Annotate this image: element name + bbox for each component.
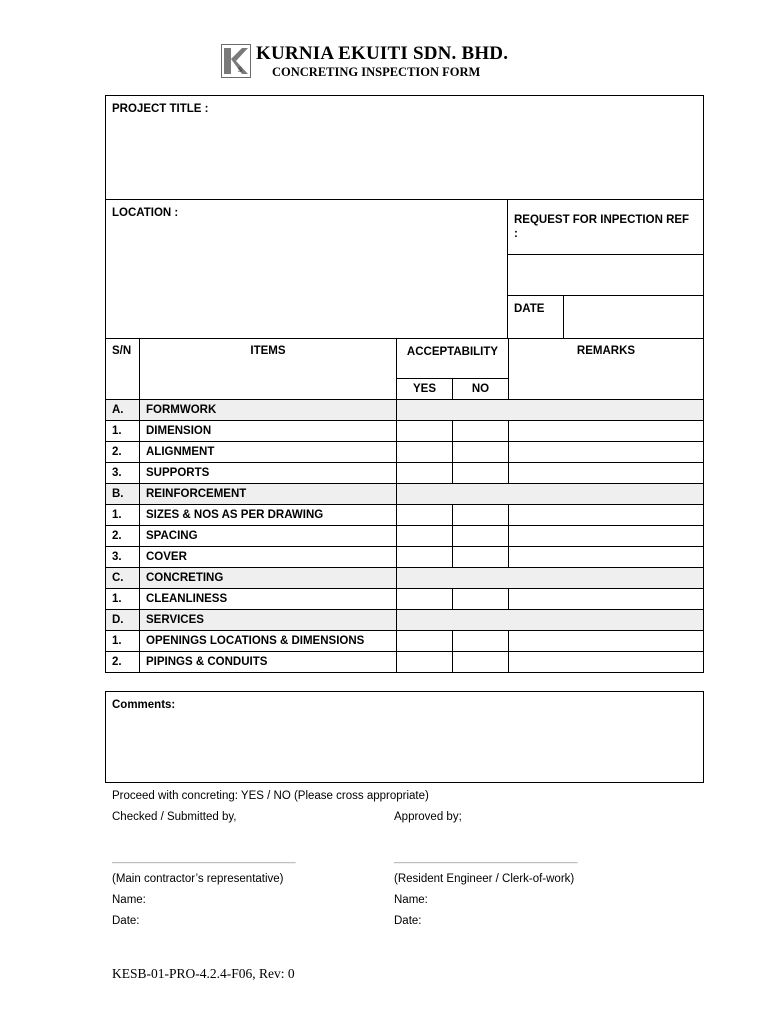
proceed-text: Proceed with concreting: YES / NO (Please cross appropriate) xyxy=(112,790,429,802)
company-name: KURNIA EKUITI SDN. BHD. xyxy=(256,43,509,64)
row-item: CLEANLINESS xyxy=(140,589,397,610)
row-sn: 1. xyxy=(106,421,140,442)
inspection-table xyxy=(105,338,704,673)
yes-checkbox-cell[interactable] xyxy=(397,652,453,673)
no-checkbox-cell[interactable] xyxy=(453,505,509,526)
row-sn: 1. xyxy=(106,589,140,610)
yes-checkbox-cell[interactable] xyxy=(397,526,453,547)
name-label-right: Name: xyxy=(394,894,428,906)
no-checkbox-cell[interactable] xyxy=(453,631,509,652)
signature-line-right[interactable]: _________________________________ xyxy=(394,853,578,864)
no-checkbox-cell[interactable] xyxy=(453,442,509,463)
checked-by-label: Checked / Submitted by, xyxy=(112,811,237,823)
section-row xyxy=(106,400,704,421)
no-checkbox-cell[interactable] xyxy=(453,463,509,484)
location-field[interactable] xyxy=(106,224,506,338)
yes-checkbox-cell[interactable] xyxy=(397,505,453,526)
no-checkbox-cell[interactable] xyxy=(453,589,509,610)
yes-checkbox-cell[interactable] xyxy=(397,421,453,442)
remarks-header: REMARKS xyxy=(509,339,704,400)
section-fill xyxy=(397,400,704,421)
project-title-field[interactable] xyxy=(106,120,702,198)
svg-text:s: s xyxy=(238,63,243,75)
remarks-cell[interactable] xyxy=(509,442,704,463)
row-item: CONCRETING xyxy=(140,568,397,589)
row-item: OPENINGS LOCATIONS & DIMENSIONS xyxy=(140,631,397,652)
request-ref-label: REQUEST FOR INPECTION REF : xyxy=(514,214,690,240)
row-item: SIZES & NOS AS PER DRAWING xyxy=(140,505,397,526)
approved-by-label: Approved by; xyxy=(394,811,462,823)
table-row xyxy=(106,652,704,673)
row-sn: 1. xyxy=(106,505,140,526)
no-checkbox-cell[interactable] xyxy=(453,526,509,547)
request-ref-field[interactable] xyxy=(508,255,703,295)
project-title-label: PROJECT TITLE : xyxy=(112,103,209,115)
yes-checkbox-cell[interactable] xyxy=(397,547,453,568)
row-sn: 3. xyxy=(106,547,140,568)
row-item: COVER xyxy=(140,547,397,568)
section-fill xyxy=(397,568,704,589)
row-sn: 2. xyxy=(106,442,140,463)
signature-line-left[interactable]: _________________________________ xyxy=(112,853,296,864)
yes-checkbox-cell[interactable] xyxy=(397,463,453,484)
sn-header: S/N xyxy=(106,339,140,400)
section-row xyxy=(106,610,704,631)
remarks-cell[interactable] xyxy=(509,505,704,526)
date-label-left: Date: xyxy=(112,915,140,927)
table-row xyxy=(106,421,704,442)
table-row xyxy=(106,505,704,526)
ke-logo-icon xyxy=(221,44,251,78)
comments-label: Comments: xyxy=(112,699,176,711)
yes-checkbox-cell[interactable] xyxy=(397,442,453,463)
table-row xyxy=(106,442,704,463)
date-field[interactable] xyxy=(564,296,703,338)
row-sn: C. xyxy=(106,568,140,589)
row-item: DIMENSION xyxy=(140,421,397,442)
engineer-role: (Resident Engineer / Clerk-of-work) xyxy=(394,873,575,885)
no-checkbox-cell[interactable] xyxy=(453,421,509,442)
yes-checkbox-cell[interactable] xyxy=(397,631,453,652)
date-label: DATE xyxy=(514,303,545,315)
row-item: REINFORCEMENT xyxy=(140,484,397,505)
row-item: SERVICES xyxy=(140,610,397,631)
table-row xyxy=(106,463,704,484)
remarks-cell[interactable] xyxy=(509,652,704,673)
section-row xyxy=(106,568,704,589)
yes-header: YES xyxy=(397,379,453,400)
section-row xyxy=(106,484,704,505)
row-sn: 2. xyxy=(106,526,140,547)
items-header: ITEMS xyxy=(140,339,397,400)
row-sn: A. xyxy=(106,400,140,421)
row-sn: 3. xyxy=(106,463,140,484)
section-fill xyxy=(397,484,704,505)
table-row xyxy=(106,526,704,547)
yes-checkbox-cell[interactable] xyxy=(397,589,453,610)
row-item: ALIGNMENT xyxy=(140,442,397,463)
remarks-cell[interactable] xyxy=(509,631,704,652)
row-item: PIPINGS & CONDUITS xyxy=(140,652,397,673)
remarks-cell[interactable] xyxy=(509,589,704,610)
row-sn: 2. xyxy=(106,652,140,673)
no-checkbox-cell[interactable] xyxy=(453,652,509,673)
acceptability-label: ACCEPTABILITY xyxy=(406,346,499,358)
contractor-role: (Main contractor’s representative) xyxy=(112,873,284,885)
no-checkbox-cell[interactable] xyxy=(453,547,509,568)
divider xyxy=(105,199,704,200)
row-item: FORMWORK xyxy=(140,400,397,421)
table-row xyxy=(106,589,704,610)
name-label-left: Name: xyxy=(112,894,146,906)
form-title: CONCRETING INSPECTION FORM xyxy=(272,65,481,79)
acceptability-header xyxy=(397,339,509,379)
table-row xyxy=(106,631,704,652)
location-label: LOCATION : xyxy=(112,207,179,219)
row-sn: D. xyxy=(106,610,140,631)
row-sn: B. xyxy=(106,484,140,505)
row-sn: 1. xyxy=(106,631,140,652)
remarks-cell[interactable] xyxy=(509,421,704,442)
remarks-cell[interactable] xyxy=(509,463,704,484)
remarks-cell[interactable] xyxy=(509,526,704,547)
row-item: SPACING xyxy=(140,526,397,547)
document-code: KESB-01-PRO-4.2.4-F06, Rev: 0 xyxy=(112,966,295,981)
comments-box[interactable] xyxy=(105,691,704,783)
date-label-right: Date: xyxy=(394,915,422,927)
table-row xyxy=(106,547,704,568)
section-fill xyxy=(397,610,704,631)
row-item: SUPPORTS xyxy=(140,463,397,484)
remarks-cell[interactable] xyxy=(509,547,704,568)
no-header: NO xyxy=(453,379,509,400)
